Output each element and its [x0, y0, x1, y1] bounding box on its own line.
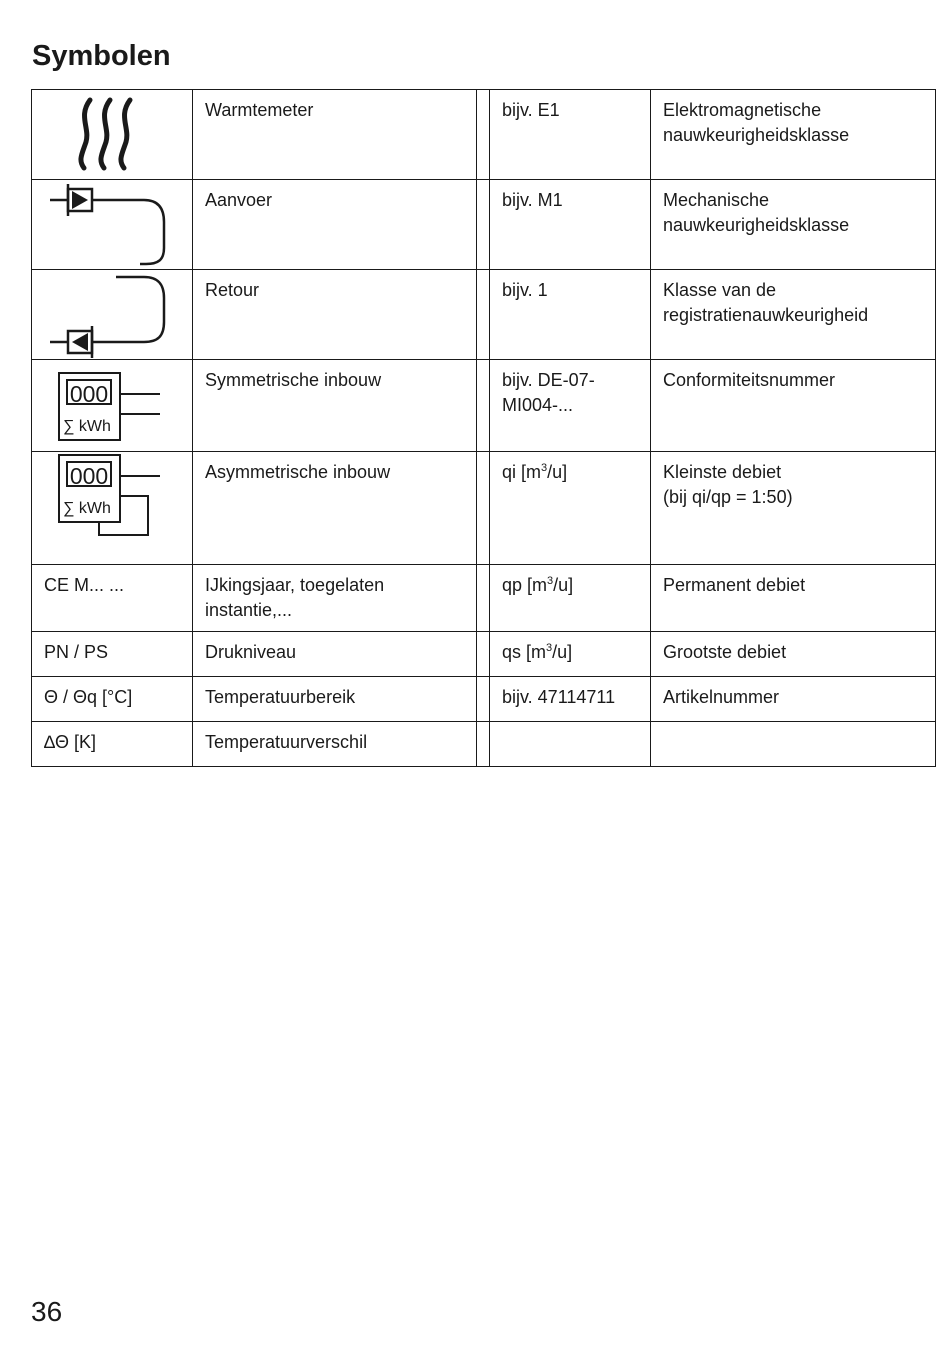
code-prefix: qs [m — [502, 642, 547, 662]
symbol-meaning: Klasse van de registratienauwkeurigheid — [651, 270, 936, 360]
symbol-code: bijv. 1 — [490, 270, 651, 360]
column-divider — [477, 360, 490, 452]
symbol-code: bijv. M1 — [490, 180, 651, 270]
symbol-code: bijv. E1 — [490, 90, 651, 180]
symbol-text: CE M... ... — [32, 565, 193, 632]
symbol-description: Drukniveau — [193, 632, 477, 677]
table-row — [32, 677, 936, 722]
symbol-description: Temperatuurverschil — [193, 722, 477, 767]
symbol-meaning: Mechanische nauwkeurigheidsklasse — [651, 180, 936, 270]
heat-waves-icon — [32, 90, 193, 180]
column-divider — [477, 180, 490, 270]
meter-unit-text: ∑ kWh — [63, 500, 111, 517]
symbol-meaning: Elektromagnetische nauwkeurigheidsklasse — [651, 90, 936, 180]
symbol-description: IJkingsjaar, toegelaten instantie,... — [193, 565, 477, 632]
symbol-meaning: Conformiteitsnummer — [651, 360, 936, 452]
symbol-description: Retour — [193, 270, 477, 360]
table-row — [32, 90, 936, 180]
symbol-description: Temperatuurbereik — [193, 677, 477, 722]
table-row — [32, 452, 936, 565]
supply-flow-icon — [32, 180, 193, 270]
asymmetric-meter-icon — [32, 452, 193, 565]
meaning-line-1: Kleinste debiet — [663, 462, 782, 482]
column-divider — [477, 632, 490, 677]
symbol-text: ∆Θ [K] — [32, 722, 193, 767]
code-suffix: /u] — [547, 462, 568, 482]
symbol-code — [490, 565, 651, 632]
column-divider — [477, 452, 490, 565]
symbol-description: Warmtemeter — [193, 90, 477, 180]
meter-display-text: 000 — [69, 463, 109, 489]
page-title: Symbolen — [32, 40, 171, 72]
meter-display-text: 000 — [69, 381, 109, 407]
code-prefix: qi [m — [502, 462, 542, 482]
table-row — [32, 632, 936, 677]
symbol-description: Symmetrische inbouw — [193, 360, 477, 452]
return-flow-icon — [32, 270, 193, 360]
symbol-meaning — [651, 452, 936, 565]
code-prefix: qp [m — [502, 575, 548, 595]
column-divider — [477, 677, 490, 722]
table-row — [32, 722, 936, 767]
symbol-meaning: Artikelnummer — [651, 677, 936, 722]
symbol-meaning: Grootste debiet — [651, 632, 936, 677]
code-superscript: 3 — [547, 575, 554, 587]
column-divider — [477, 722, 490, 767]
symbol-text: PN / PS — [32, 632, 193, 677]
symbols-table — [31, 89, 936, 767]
symbol-code: bijv. 47114711 — [490, 677, 651, 722]
column-divider — [477, 90, 490, 180]
code-superscript: 3 — [541, 462, 548, 474]
table-row — [32, 180, 936, 270]
symbol-meaning — [651, 722, 936, 767]
code-suffix: /u] — [552, 642, 573, 662]
code-superscript: 3 — [546, 642, 553, 654]
symbol-code — [490, 452, 651, 565]
table-row — [32, 565, 936, 632]
symbol-code: bijv. DE-07-MI004-... — [490, 360, 651, 452]
table-row — [32, 360, 936, 452]
symbol-code — [490, 632, 651, 677]
column-divider — [477, 565, 490, 632]
symbol-code — [490, 722, 651, 767]
column-divider — [477, 270, 490, 360]
table-row — [32, 270, 936, 360]
symbol-description: Asymmetrische inbouw — [193, 452, 477, 565]
symbol-meaning: Permanent debiet — [651, 565, 936, 632]
meter-unit-text: ∑ kWh — [63, 418, 111, 435]
page-number: 36 — [31, 1296, 63, 1327]
symbol-description: Aanvoer — [193, 180, 477, 270]
meaning-line-2: (bij qi/qp = 1:50) — [663, 487, 793, 507]
symmetric-meter-icon — [32, 360, 193, 452]
code-suffix: /u] — [553, 575, 574, 595]
symbol-text: Θ / Θq [°C] — [32, 677, 193, 722]
